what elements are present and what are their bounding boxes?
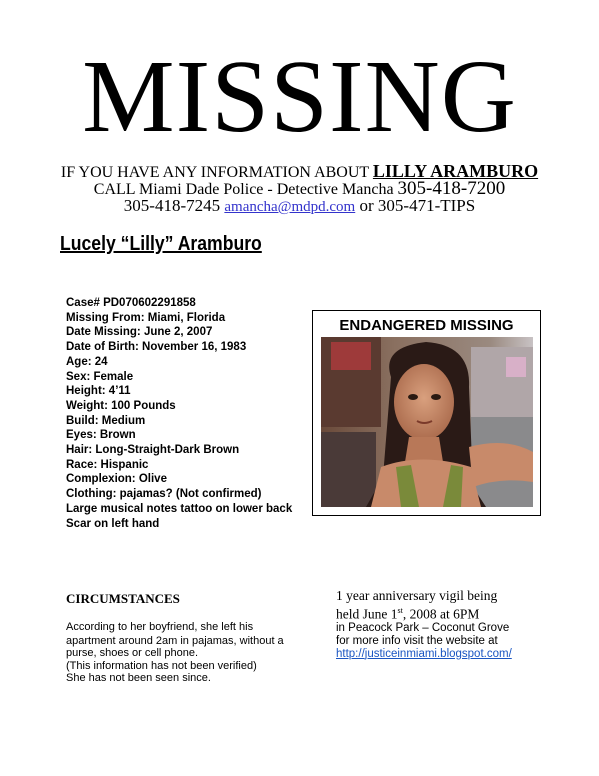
call-text: CALL Miami Dade Police - Detective Mancha: [93, 181, 398, 198]
vigil-date: held June 1: [336, 606, 398, 622]
detail-line: Age: 24: [66, 355, 108, 368]
secondary-phone: 305-418-7245: [123, 196, 225, 215]
detail-line: Sex: Female: [66, 370, 134, 383]
vigil-time: , 2008 at 6PM: [402, 606, 480, 622]
circumstances-text: According to her boyfriend, she left his: [66, 621, 254, 633]
detail-line: Hair: Long-Straight-Dark Brown: [66, 444, 240, 457]
circumstances-heading: CIRCUMSTANCES: [66, 591, 180, 606]
circumstances-text: apartment around 2am in pajamas, without a purse, shoes or cell phone.: [66, 634, 284, 659]
primary-phone: 305-418-7200: [397, 178, 506, 199]
detail-line: Missing From: Miami, Florida: [66, 311, 226, 324]
photo-frame: [312, 310, 541, 516]
detail-line: Build: Medium: [66, 414, 146, 427]
circumstances-body: [66, 621, 316, 685]
detail-line: Height: 4’11: [66, 385, 131, 398]
detail-line: Case# PD070602291858: [66, 297, 196, 309]
vigil-line: [336, 604, 556, 622]
detail-line: Complexion: Olive: [66, 473, 167, 486]
detail-line: Large musical notes tattoo on lower back: [66, 502, 293, 515]
detail-line: Clothing: pajamas? (Not confirmed): [66, 488, 262, 501]
person-full-name: Lucely “Lilly” Aramburo: [60, 233, 262, 255]
website-link[interactable]: http://justiceinmiami.blogspot.com/: [336, 647, 512, 660]
missing-person-name: LILLY ARAMBURO: [372, 161, 539, 181]
detail-line: Eyes: Brown: [66, 429, 136, 442]
circumstances-text: (This information has not been verified): [66, 659, 257, 672]
person-photo: [321, 337, 533, 507]
vigil-date-suffix: st: [397, 605, 403, 615]
detail-line: Scar on left hand: [66, 517, 160, 530]
vigil-url-line: [336, 648, 556, 661]
vigil-line: 1 year anniversary vigil being: [336, 588, 498, 603]
info-prefix: IF YOU HAVE ANY INFORMATION ABOUT: [60, 164, 373, 181]
photo-caption: ENDANGERED MISSING: [339, 317, 514, 334]
detail-line: Weight: 100 Pounds: [66, 399, 176, 412]
tips-phone: 305-471-TIPS: [377, 196, 476, 215]
email-link[interactable]: amancha@mdpd.com: [224, 199, 356, 215]
contact-line: [0, 195, 599, 218]
circumstances-text: She has not been seen since.: [66, 672, 211, 684]
vigil-location: in Peacock Park – Coconut Grove: [336, 621, 510, 634]
poster-title: MISSING: [82, 39, 517, 154]
detail-line: Race: Hispanic: [66, 458, 149, 471]
vigil-info: [336, 589, 556, 661]
detail-line: Date Missing: June 2, 2007: [66, 326, 213, 339]
person-details: [66, 296, 292, 531]
detail-line: Date of Birth: November 16, 1983: [66, 341, 247, 354]
vigil-more-info: for more info visit the website at: [336, 634, 498, 647]
or-text: or: [355, 196, 378, 215]
